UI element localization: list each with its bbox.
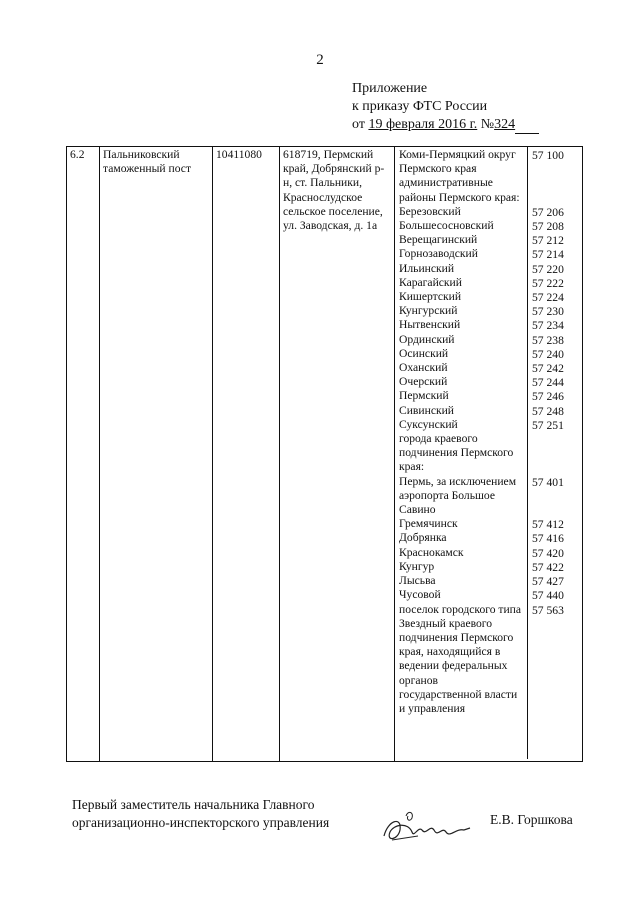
district-code: 57 100 [532, 149, 564, 162]
district-name: Суксунский [399, 417, 458, 431]
district-code: 57 427 [532, 575, 564, 589]
page-number: 2 [316, 52, 324, 68]
districts-split [395, 147, 582, 759]
district-code: 57 244 [532, 376, 564, 390]
district-name: Нытвенский [399, 318, 461, 332]
post-name: Пальниковский таможенный пост [100, 147, 213, 762]
appendix-date-line [352, 116, 539, 134]
footer-line-2: организационно-инспекторского управления [72, 815, 330, 830]
district-name: Лысьва [399, 574, 436, 588]
district-code: 57 224 [532, 291, 564, 305]
handwritten-signature [378, 806, 474, 850]
district-code: 57 440 [532, 589, 564, 603]
appendix-number: 324 [494, 117, 516, 132]
appendix-header [352, 80, 539, 134]
appendix-number-underline [515, 119, 539, 134]
district-name: Очерский [399, 375, 448, 389]
district-name: Оханский [399, 361, 448, 375]
appendix-number-sign: № [480, 117, 495, 132]
district-code: 57 230 [532, 305, 564, 319]
appendix-order: к приказу ФТС России [352, 99, 488, 114]
district-code: 57 240 [532, 347, 564, 361]
districts-cell [395, 147, 583, 762]
district-codes [527, 147, 582, 759]
district-code: 57 214 [532, 248, 564, 262]
district-code: 57 248 [532, 404, 564, 418]
district-name: Пермь, за исключением аэропорта Большое Савино [399, 474, 517, 517]
district-name: Сивинский [399, 403, 455, 417]
district-code: 57 206 [532, 205, 564, 219]
customs-posts-table [66, 146, 583, 762]
district-code: 57 220 [532, 262, 564, 276]
district-name: поселок городского типа Звездный краевого подчинения Пермского края, находящийся в ведении федеральных органов государственной власти и управления [399, 602, 522, 715]
district-name: Осинский [399, 346, 449, 360]
district-name: Верещагинский [399, 233, 478, 247]
district-name: Гремячинск [399, 517, 458, 531]
post-code: 10411080 [213, 147, 280, 762]
district-code: 57 208 [532, 220, 564, 234]
footer-position [72, 796, 329, 832]
district-name: Карагайский [399, 275, 462, 289]
district-name: Пермский [399, 389, 449, 403]
appendix-from: от [352, 117, 365, 132]
post-address: 618719, Пермский край, Добрянский р-н, ст. Пальники, Краснослудское сельское поселение, ул. Заводская, д. 1а [280, 147, 395, 762]
district-name: Большесосновский [399, 219, 494, 233]
signer-name: Е.В. Горшкова [490, 812, 573, 827]
district-code: 57 238 [532, 333, 564, 347]
district-name: Ординский [399, 332, 455, 346]
appendix-title: Приложение [352, 81, 428, 96]
district-code: 57 234 [532, 319, 564, 333]
district-code: 57 242 [532, 362, 564, 376]
district-name: Добрянка [399, 531, 447, 545]
table-row [67, 147, 583, 762]
row-number: 6.2 [67, 147, 100, 762]
district-name: Кунгурский [399, 304, 458, 318]
district-code: 57 412 [532, 518, 564, 532]
district-code: 57 401 [532, 475, 564, 489]
district-name: Коми-Пермяцкий округ Пермского края административные районы Пермского края: [399, 148, 520, 204]
district-name: Чусовой [399, 588, 441, 602]
district-code: 57 563 [532, 603, 564, 617]
footer-line-1: Первый заместитель начальника Главного [72, 797, 315, 812]
district-name: Кишертский [399, 290, 462, 304]
district-name: Березовский [399, 204, 461, 218]
district-names [395, 147, 527, 759]
district-name: Ильинский [399, 261, 455, 275]
district-code: 57 246 [532, 390, 564, 404]
district-code: 57 416 [532, 532, 564, 546]
appendix-date: 19 февраля 2016 г. [368, 117, 478, 132]
district-name: Кунгур [399, 559, 435, 573]
district-name: Горнозаводский [399, 247, 478, 261]
district-name: Краснокамск [399, 545, 464, 559]
district-code: 57 212 [532, 234, 564, 248]
district-code: 57 251 [532, 418, 564, 432]
district-code: 57 420 [532, 546, 564, 560]
district-name: города краевого подчинения Пермского края: [399, 432, 514, 474]
district-code: 57 222 [532, 276, 564, 290]
district-code: 57 422 [532, 560, 564, 574]
